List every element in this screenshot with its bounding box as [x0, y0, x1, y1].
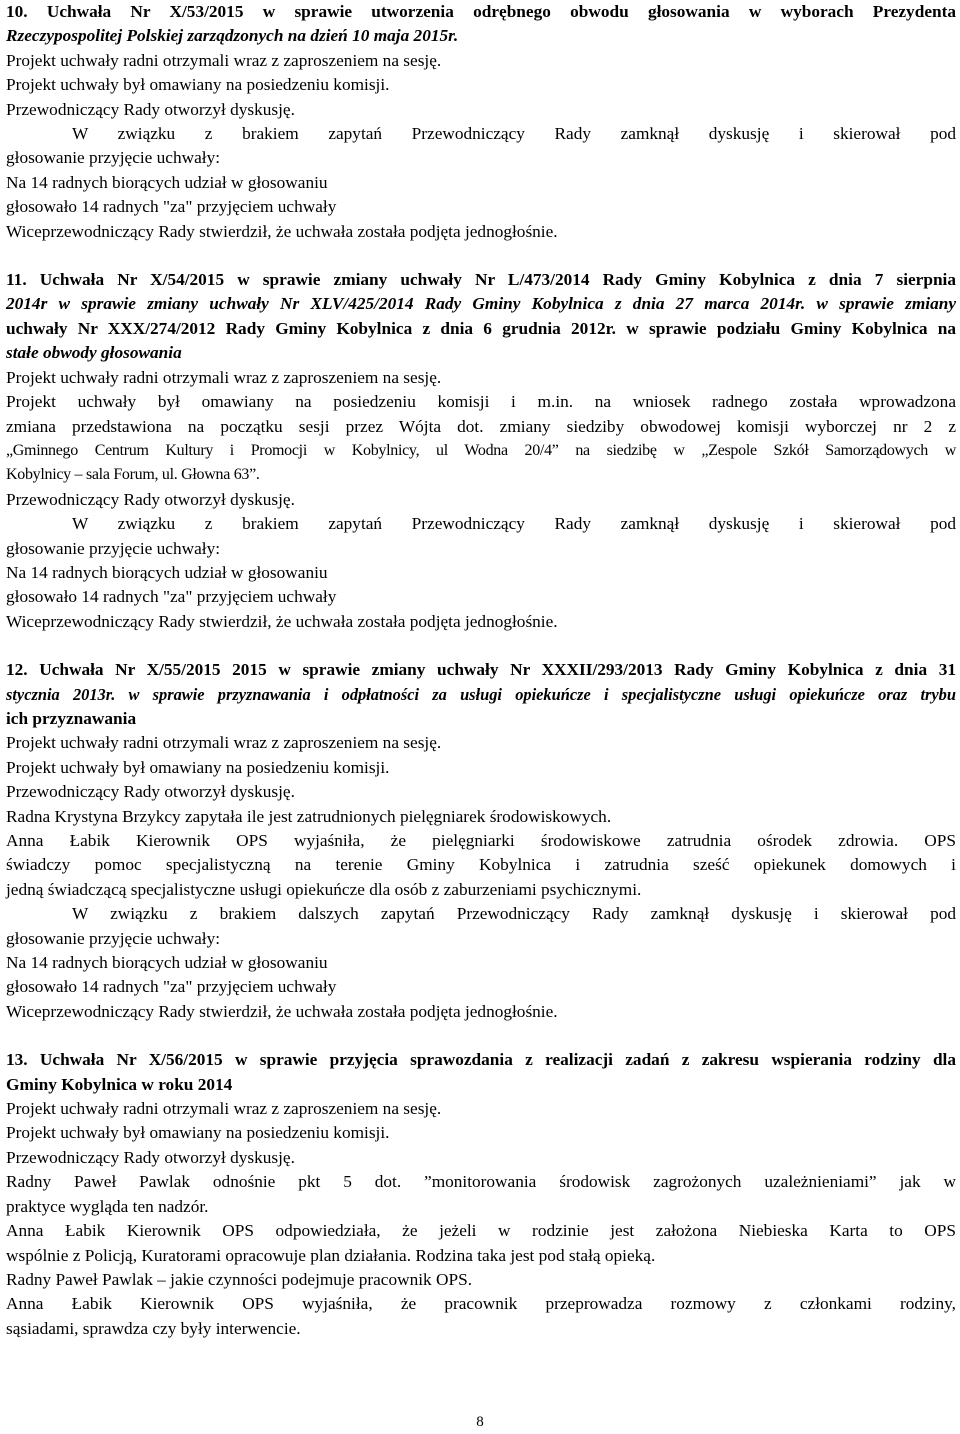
section-heading-continued: ich przyznawania: [6, 708, 137, 728]
paragraph-line: głosowanie przyjęcie uchwały:: [6, 148, 221, 168]
section-13: [6, 1048, 956, 1341]
paragraph-line: Przewodniczący Rady otworzył dyskusję.: [6, 782, 295, 802]
vote-result: Wiceprzewodniczący Rady stwierdził, że uchwała została podjęta jednogłośnie.: [6, 1001, 558, 1021]
paragraph-line: Kobylnicy – sala Forum, ul. Głowna 63”.: [6, 466, 260, 484]
section-heading-continued: stałe obwody głosowania: [6, 343, 182, 363]
vote-line: Na 14 radnych biorących udział w głosowaniu: [6, 953, 328, 973]
paragraph-line: „Gminnego Centrum Kultury i Promocji w Kobylnicy, ul Wodna 20/4” na siedzibę w „Zespole Szkół Samorządowych w: [6, 441, 956, 459]
paragraph-line: Przewodniczący Rady otworzył dyskusję.: [6, 489, 295, 509]
section-heading-continued: Rzeczypospolitej Polskiej zarządzonych na dzień 10 maja 2015r.: [6, 26, 459, 46]
spacer: [6, 634, 956, 658]
paragraph-line: Radny Paweł Pawlak – jakie czynności podejmuje pracownik OPS.: [6, 1269, 473, 1289]
vote-line: Na 14 radnych biorących udział w głosowaniu: [6, 562, 328, 582]
vote-line: głosowało 14 radnych "za" przyjęciem uchwały: [6, 977, 337, 997]
vote-result: Wiceprzewodniczący Rady stwierdził, że uchwała została podjęta jednogłośnie.: [6, 221, 558, 241]
paragraph-line: Projekt uchwały radni otrzymali wraz z zaproszeniem na sesję.: [6, 733, 442, 753]
spacer: [6, 1024, 956, 1048]
paragraph-line: Projekt uchwały radni otrzymali wraz z zaproszeniem na sesję.: [6, 367, 442, 387]
paragraph-line: Projekt uchwały radni otrzymali wraz z zaproszeniem na sesję.: [6, 1099, 442, 1119]
paragraph-line: Anna Łabik Kierownik OPS wyjaśniła, że pracownik przeprowadza rozmowy z członkami rodziny,: [6, 1294, 956, 1314]
paragraph-line: sąsiadami, sprawdza czy były interwencie.: [6, 1318, 301, 1338]
paragraph-line: głosowanie przyjęcie uchwały:: [6, 538, 221, 558]
paragraph-line: jedną świadczącą specjalistyczne usługi opiekuńcze dla osób z zaburzeniami psychicznymi.: [6, 879, 642, 899]
paragraph-line: wspólnie z Policją, Kuratorami opracowuje plan działania. Rodzina taka jest pod stałą opieką.: [6, 1245, 656, 1265]
paragraph-line: Projekt uchwały był omawiany na posiedzeniu komisji.: [6, 757, 390, 777]
paragraph-line: Radny Paweł Pawlak odnośnie pkt 5 dot. ”monitorowania środowisk zagrożonych uzależnieniami” jak w: [6, 1172, 956, 1192]
section-heading-continued: 2014r w sprawie zmiany uchwały Nr XLV/425/2014 Rady Gminy Kobylnica z dnia 27 marca 2014r. w sprawie zmiany: [6, 294, 956, 314]
paragraph-line: Anna Łabik Kierownik OPS wyjaśniła, że pielęgniarki środowiskowe zatrudnia ośrodek zdrowia. OPS: [6, 831, 956, 850]
vote-line: głosowało 14 radnych "za" przyjęciem uchwały: [6, 587, 337, 607]
paragraph-line: Przewodniczący Rady otworzył dyskusję.: [6, 99, 295, 119]
vote-line: głosowało 14 radnych "za" przyjęciem uchwały: [6, 197, 337, 217]
paragraph-line: Projekt uchwały był omawiany na posiedzeniu komisji.: [6, 75, 390, 95]
section-heading-continued: stycznia 2013r. w sprawie przyznawania i odpłatności za usługi opiekuńcze i specjalistyczne usługi opiekuńcze oraz trybu: [6, 684, 956, 704]
section-heading-continued: uchwały Nr XXX/274/2012 Rady Gminy Kobylnica z dnia 6 grudnia 2012r. w sprawie podziału Gminy Kobylnica na: [6, 318, 956, 338]
paragraph-line: Projekt uchwały był omawiany na posiedzeniu komisji i m.in. na wniosek radnego została wprowadzona: [6, 392, 956, 412]
section-11: [6, 268, 956, 634]
section-heading: 13. Uchwała Nr X/56/2015 w sprawie przyjęcia sprawozdania z realizacji zadań z zakresu wspierania rodziny dla: [6, 1050, 956, 1070]
paragraph-line: świadczy pomoc specjalistyczną na terenie Gminy Kobylnica i zatrudnia sześć opiekunek domowych i: [6, 855, 956, 875]
document-page: [6, 0, 956, 1341]
vote-line: Na 14 radnych biorących udział w głosowaniu: [6, 172, 328, 192]
paragraph-line: Projekt uchwały radni otrzymali wraz z zaproszeniem na sesję.: [6, 50, 442, 70]
paragraph-line: Anna Łabik Kierownik OPS odpowiedziała, że jeżeli w rodzinie jest założona Niebieska Karta to OPS: [6, 1221, 956, 1241]
spacer: [6, 244, 956, 268]
discussion-closing: W związku z brakiem zapytań Przewodniczący Rady zamknął dyskusję i skierował pod: [72, 124, 956, 144]
paragraph-line: Radna Krystyna Brzykcy zapytała ile jest zatrudnionych pielęgniarek środowiskowych.: [6, 806, 612, 826]
section-heading: 11. Uchwała Nr X/54/2015 w sprawie zmiany uchwały Nr L/473/2014 Rady Gminy Kobylnica z dnia 7 sierpnia: [6, 270, 956, 290]
paragraph-line: zmiana przedstawiona na początku sesji przez Wójta dot. zmiany siedziby obwodowej komisji wyborczej nr 2 z: [6, 416, 956, 436]
section-10: [6, 0, 956, 244]
paragraph-line: Projekt uchwały był omawiany na posiedzeniu komisji.: [6, 1123, 390, 1143]
paragraph-line: praktyce wygląda ten nadzór.: [6, 1196, 209, 1216]
section-heading: 12. Uchwała Nr X/55/2015 2015 w sprawie zmiany uchwały Nr XXXII/293/2013 Rady Gminy Kobylnica z dnia 31: [6, 660, 956, 680]
discussion-closing: W związku z brakiem dalszych zapytań Przewodniczący Rady zamknął dyskusję i skierował pod: [72, 904, 956, 924]
discussion-closing: W związku z brakiem zapytań Przewodniczący Rady zamknął dyskusję i skierował pod: [72, 514, 956, 534]
vote-result: Wiceprzewodniczący Rady stwierdził, że uchwała została podjęta jednogłośnie.: [6, 611, 558, 631]
section-12: [6, 658, 956, 1024]
paragraph-line: Przewodniczący Rady otworzył dyskusję.: [6, 1147, 295, 1167]
page-number: 8: [476, 1414, 484, 1430]
paragraph-line: głosowanie przyjęcie uchwały:: [6, 928, 221, 948]
section-heading: 10. Uchwała Nr X/53/2015 w sprawie utworzenia odrębnego obwodu głosowania w wyborach Prezydenta: [6, 2, 956, 21]
section-heading-continued: Gminy Kobylnica w roku 2014: [6, 1074, 233, 1094]
